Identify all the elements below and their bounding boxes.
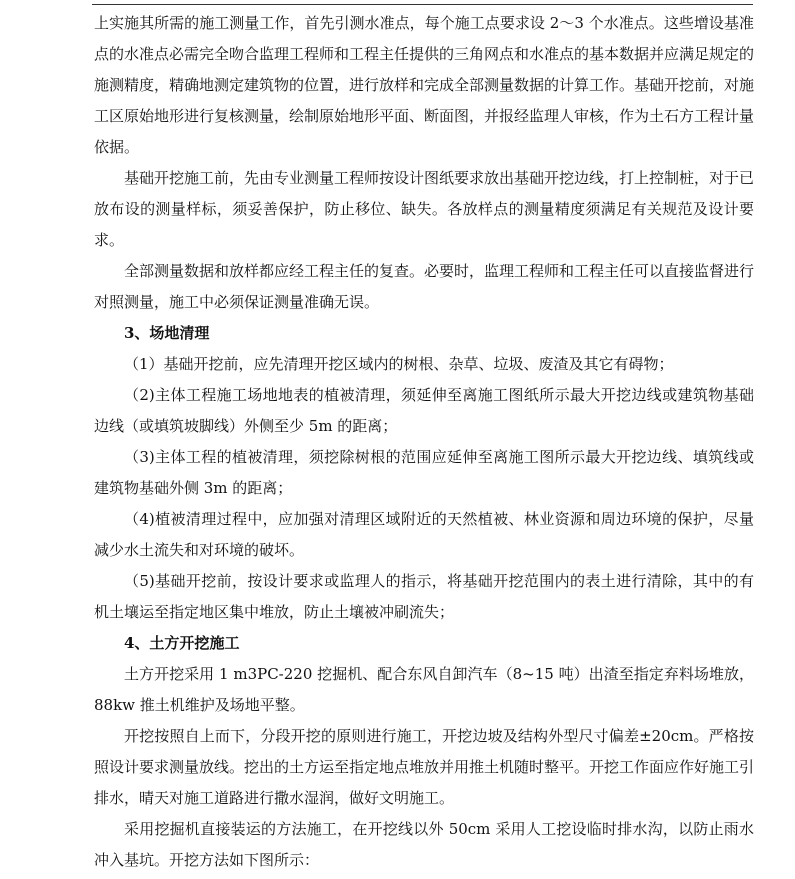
paragraph-drainage: 采用挖掘机直接装运的方法施工，在开挖线以外 50cm 采用人工挖设临时排水沟，以防止雨水冲入基坑。开挖方法如下图所示：	[94, 820, 754, 869]
list-item-clearing-2: （2)主体工程施工场地地表的植被清理，须延伸至离施工图纸所示最大开挖边线或建筑物基础边线（或填筑坡脚线）外侧至少 5m 的距离；	[94, 386, 754, 435]
list-item-clearing-3: （3)主体工程的植被清理，须挖除树根的范围应延伸至离施工图所示最大开挖边线、填筑线或建筑物基础外侧 3m 的距离；	[94, 448, 754, 497]
paragraph-survey-review: 全部测量数据和放样都应经工程主任的复查。必要时，监理工程师和工程主任可以直接监督进行对照测量，施工中必须保证测量准确无误。	[94, 262, 755, 311]
paragraph-equipment: 土方开挖采用 1 m3PC-220 挖掘机、配合东风自卸汽车（8~15 吨）出渣至指定弃料场堆放，88kw 推土机维护及场地平整。	[94, 665, 754, 714]
section-heading-site-clearing: 3、场地清理	[124, 324, 210, 342]
paragraph-excavation-layout: 基础开挖施工前，先由专业测量工程师按设计图纸要求放出基础开挖边线，打上控制桩，对于已放布设的测量样标，须妥善保护，防止移位、缺失。各放样点的测量精度须满足有关规范及设计要求。	[94, 169, 755, 249]
document-page	[94, 8, 754, 876]
list-item-clearing-4: （4)植被清理过程中，应加强对清理区域附近的天然植被、林业资源和周边环境的保护，尽量减少水土流失和对环境的破坏。	[94, 510, 754, 559]
paragraph-survey-work: 上实施其所需的施工测量工作，首先引测水准点，每个施工点要求设 2～3 个水准点。这些增设基准点的水准点必需完全吻合监理工程师和工程主任提供的三角网点和水准点的基本数据并应满足规定的施测精度，精确地测定建筑物的位置，进行放样和完成全部测量数据的计算工作。基础开挖前，对施工区原始地形进行复核测量，绘制原始地形平面、断面图，并报经监理人审核，作为土石方工程计量依据。	[94, 14, 755, 156]
header-rule	[92, 4, 753, 5]
list-item-clearing-5: （5)基础开挖前，按设计要求或监理人的指示，将基础开挖范围内的表土进行清除，其中的有机土壤运至指定地区集中堆放，防止土壤被冲刷流失；	[94, 572, 754, 621]
paragraph-excavation-method: 开挖按照自上而下，分段开挖的原则进行施工，开挖边坡及结构外型尺寸偏差±20cm。严格按照设计要求测量放线。挖出的土方运至指定地点堆放并用推土机随时整平。开挖工作面应作好施工引排水，晴天对施工道路进行撒水湿润，做好文明施工。	[94, 727, 755, 807]
list-item-clearing-1: （1）基础开挖前，应先清理开挖区域内的树根、杂草、垃圾、废渣及其它有碍物；	[124, 355, 674, 373]
section-heading-earthwork: 4、土方开挖施工	[124, 634, 240, 652]
